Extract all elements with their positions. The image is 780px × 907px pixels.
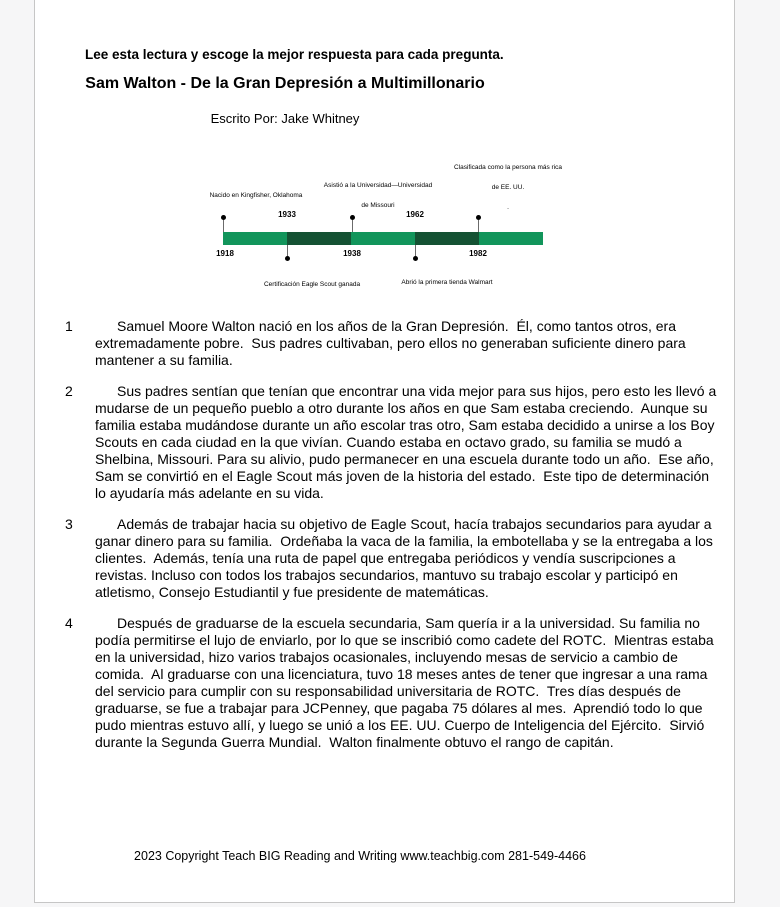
- timeline-dot-1962: [413, 256, 418, 261]
- timeline-bar: [223, 232, 543, 245]
- paragraph-text: Después de graduarse de la escuela secundaria, Sam quería ir a la universidad. Su familia no podía permitirse el lujo de enviarlo, por lo que se inscribió como cadete del ROTC. Mientras estaba en la universidad, hizo varios trabajos ocasionales, incluyendo mesas de servicio a cambio de comida. Al graduarse con una licenciatura, tuvo 18 meses antes de tener que ingresar a una rama del servicio para cumplir con su responsabilidad universitaria de ROTC. Tres días después de graduarse, se fue a trabajar para JCPenney, que pagaba 75 dólares al mes. Aprendió todo lo que pudo mientras estuvo allí, y luego se unió a los EE. UU. Cuerpo de Inteligencia del Ejército. Sirvió durante la Segunda Guerra Mundial. Walton finalmente obtuvo el rango de capitán.: [95, 615, 718, 750]
- timeline-stem-1933: [287, 245, 288, 256]
- timeline-event-label: Asistió a la Universidad—Universidad: [323, 182, 433, 189]
- paragraph-number: 3: [65, 516, 73, 532]
- timeline-stem-1918: [223, 220, 224, 232]
- reading-passage: [65, 318, 720, 765]
- timeline-year-1918: 1918: [216, 249, 234, 258]
- footer-container: [35, 847, 685, 865]
- timeline-event-label: Certificación Eagle Scout ganada: [263, 281, 361, 288]
- timeline-event-born: [210, 186, 303, 206]
- timeline-event-eagle-scout: [264, 275, 360, 295]
- worksheet-page: [34, 0, 735, 903]
- timeline-stem-1962: [415, 245, 416, 256]
- timeline-event-first-walmart: [401, 273, 492, 293]
- paragraph-text: Además de trabajar hacia su objetivo de Eagle Scout, hacía trabajos secundarios para ayudar a ganar dinero para su familia. Ordeñaba la vaca de la familia, la embotellaba y se la entregaba a los clientes. Además, tenía una ruta de papel que entregaba periódicos y vendía suscripciones a revistas. Incluso con todos los trabajos secundarios, mantuvo su trabajo escolar y participó en atletismo, Consejo Estudiantil y fue presidente de matemáticas.: [95, 516, 717, 600]
- timeline-segment-1938-1962: [351, 232, 415, 245]
- paragraph-number: 2: [65, 383, 73, 399]
- instruction-text: Lee esta lectura y escoge la mejor respuesta para cada pregunta.: [85, 47, 504, 62]
- paragraph-number: 4: [65, 615, 73, 631]
- byline-container: [35, 110, 535, 128]
- timeline-segment-1933-1938: [287, 232, 351, 245]
- timeline-year-1962: 1962: [406, 210, 424, 219]
- timeline-segment-1918-1933: [223, 232, 287, 245]
- timeline-stem-1938: [352, 220, 353, 232]
- paragraph-4: [65, 615, 720, 751]
- paragraph-text: Samuel Moore Walton nació en los años de la Gran Depresión. Él, como tantos otros, era extremadamente pobre. Sus padres cultivaban, pero ellos no generaban suficiente dinero para mantener a su familia.: [95, 318, 690, 368]
- timeline-year-1933: 1933: [278, 210, 296, 219]
- title-container: [35, 75, 535, 93]
- paragraph-text: Sus padres sentían que tenían que encontrar una vida mejor para sus hijos, pero esto les llevó a mudarse de un pequeño pueblo a otro durante los años en que Sam estaba creciendo. Aunque su familia estaba mudándose durante un año escolar tras otro, Sam estaba decidido a unirse a los Boy Scouts en cada ciudad en la que vivían. Cuando estaba en octavo grado, su familia se mudó a Shelbina, Missouri. Para su alivio, pudo permanecer en una escuela durante todo un año. Ese año, Sam se convirtió en el Eagle Scout más joven de la historia del estado. Este tipo de determinación lo ayudaría más adelante en su vida.: [95, 383, 721, 501]
- page-title: Sam Walton - De la Gran Depresión a Multimillonario: [85, 75, 485, 92]
- timeline-segment-1962-1982: [415, 232, 479, 245]
- timeline-event-label: de EE. UU.: [491, 184, 525, 191]
- timeline-year-1982: 1982: [469, 249, 487, 258]
- timeline-event-label: de Missouri: [361, 202, 395, 209]
- timeline-event-label: Abrió la primera tienda Walmart: [401, 279, 493, 286]
- timeline-stem-1982: [478, 220, 479, 232]
- timeline-segment-after-1982: [479, 232, 543, 245]
- paragraph-3: [65, 516, 720, 601]
- timeline-event-label: Clasificada como la persona más rica: [453, 164, 563, 171]
- paragraph-1: [65, 318, 720, 369]
- timeline-event-label: Nacido en Kingfisher, Oklahoma: [209, 192, 303, 199]
- copyright-text: 2023 Copyright Teach BIG Reading and Writing www.teachbig.com 281-549-4466: [134, 849, 586, 863]
- timeline-dot-1933: [285, 256, 290, 261]
- paragraph-number: 1: [65, 318, 73, 334]
- paragraph-2: [65, 383, 720, 502]
- timeline-year-1938: 1938: [343, 249, 361, 258]
- timeline-event-richest-person: [454, 158, 562, 218]
- byline: Escrito Por: Jake Whitney: [210, 111, 360, 126]
- timeline-event-label: .: [507, 204, 509, 211]
